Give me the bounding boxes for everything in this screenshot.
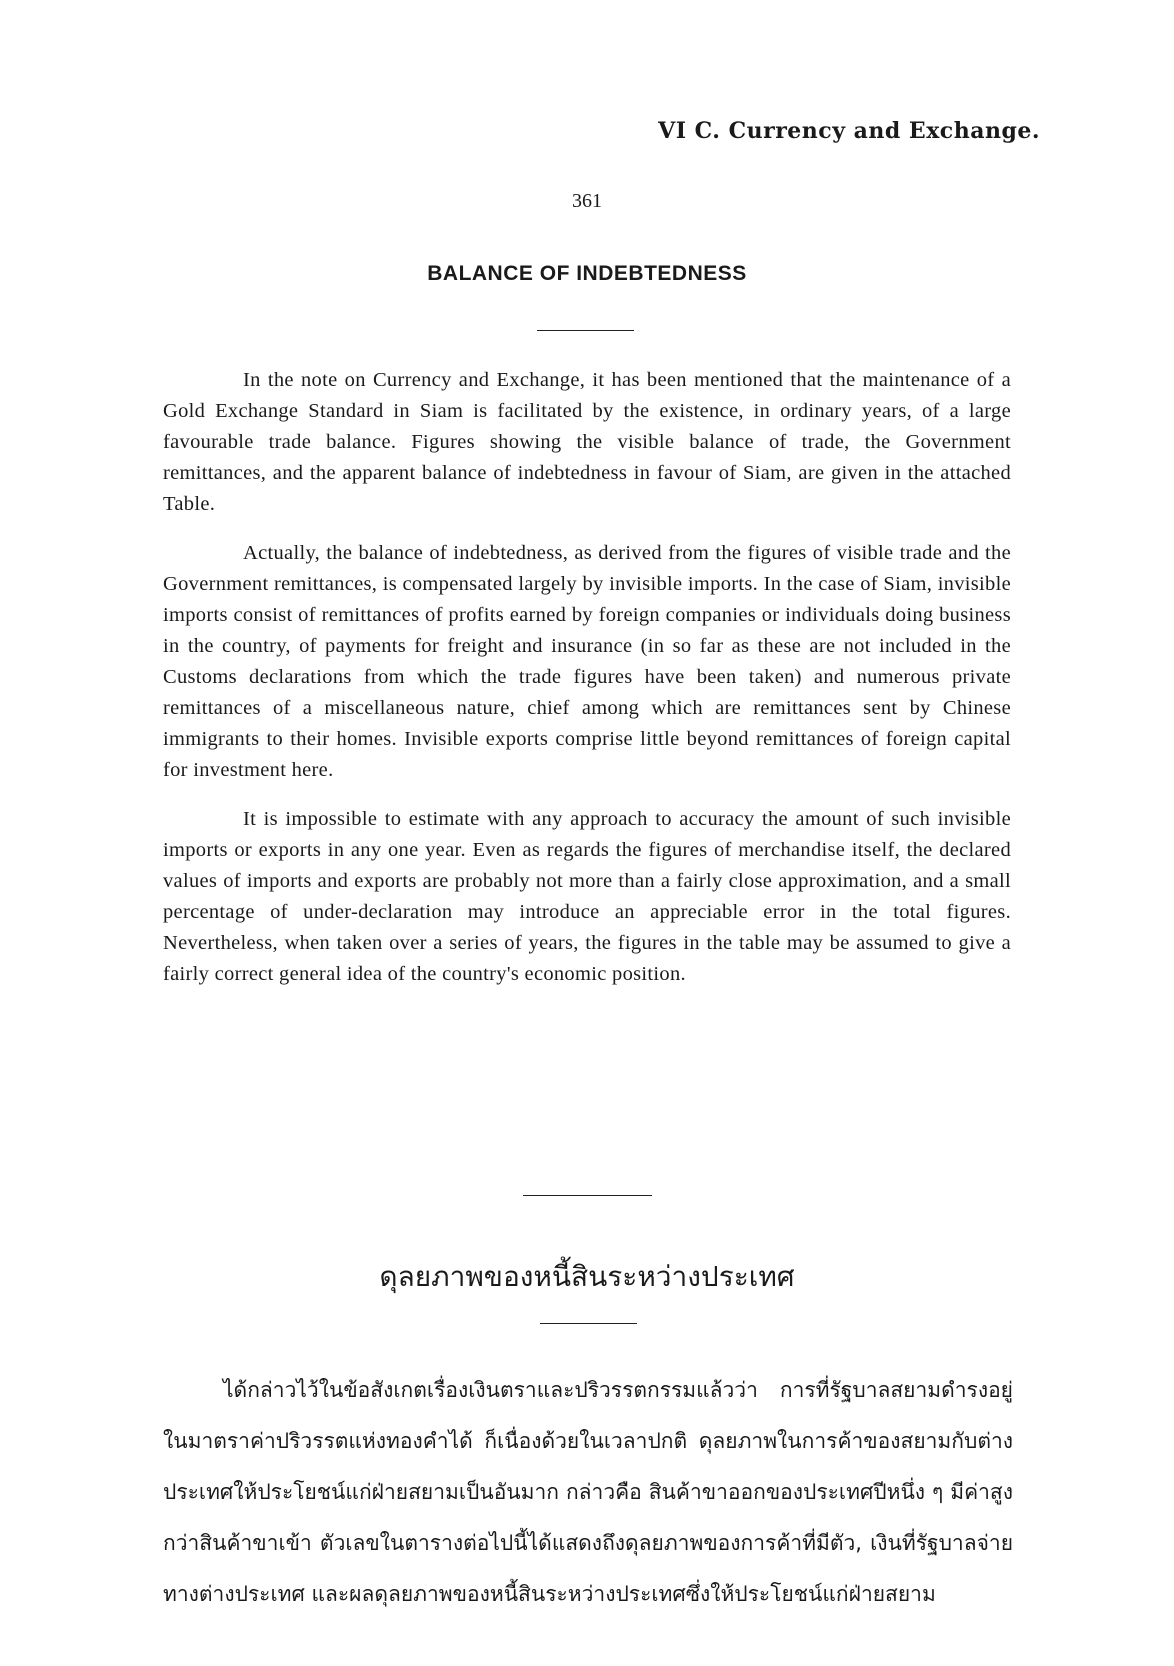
divider-rule [540,1323,637,1324]
section-header: VI C. Currency and Exchange. [658,118,1040,144]
thai-paragraph-1: ได้กล่าวไว้ในข้อสังเกตเรื่องเงินตราและปริวรรตกรรมแล้วว่า การที่รัฐบาลสยามดำรงอยู่ในมาตราค่าปริวรรตแห่งทองคำได้ ก็เนื่องด้วยในเวลาปกติ ดุลยภาพในการค้าของสยามกับต่างประเทศให้ประโยชน์แก่ฝ่ายสยามเป็นอันมาก กล่าวคือ สินค้าขาออกของประเทศปีหนึ่ง ๆ มีค่าสูงกว่าสินค้าขาเข้า ตัวเลขในตารางต่อไปนี้ได้แสดงถึงดุลยภาพของการค้าที่มีตัว, เงินที่รัฐบาลจ่ายทางต่างประเทศ และผลดุลยภาพของหนี้สินระหว่างประเทศซึ่งให้ประโยชน์แก่ฝ่ายสยาม [163,1378,1013,1606]
section-divider-rule [523,1195,652,1196]
english-body [163,365,1011,1008]
english-paragraph-1: In the note on Currency and Exchange, it has been mentioned that the maintenance of a Gold Exchange Standard in Siam is facilitated by the existence, in ordinary years, of a large favourable trade balance. Figures showing the visible balance of trade, the Government remittances, and the apparent balance of indebtedness in favour of Siam, are given in the attached Table. [163,369,1011,515]
english-title: BALANCE OF INDEBTEDNESS [427,262,747,285]
english-paragraph-2: Actually, the balance of indebtedness, as derived from the figures of visible trade and the Government remittances, is compensated largely by invisible imports. In the case of Siam, invisible imports consist of remittances of profits earned by foreign companies or individuals doing business in the country, of payments for freight and insurance (in so far as these are not included in the Customs declarations from which the trade figures have been taken) and numerous private remittances of a miscellaneous nature, chief among which are remittances sent by Chinese immigrants to their homes. Invisible exports comprise little beyond remittances of foreign capital for investment here. [163,542,1011,781]
divider-rule [537,330,634,331]
thai-title: ดุลยภาพของหนี้สินระหว่างประเทศ [379,1260,795,1293]
english-paragraph-3: It is impossible to estimate with any approach to accuracy the amount of such invisible imports or exports in any one year. Even as regards the figures of merchandise itself, the declared values of imports and exports are probably not more than a fairly close approximation, and a small percentage of under-declaration may introduce an appreciable error in the total figures. Nevertheless, when taken over a series of years, the figures in the table may be assumed to give a fairly correct general idea of the country's economic position. [163,808,1011,985]
page-number: 361 [572,190,602,212]
thai-body [163,1365,1013,1620]
